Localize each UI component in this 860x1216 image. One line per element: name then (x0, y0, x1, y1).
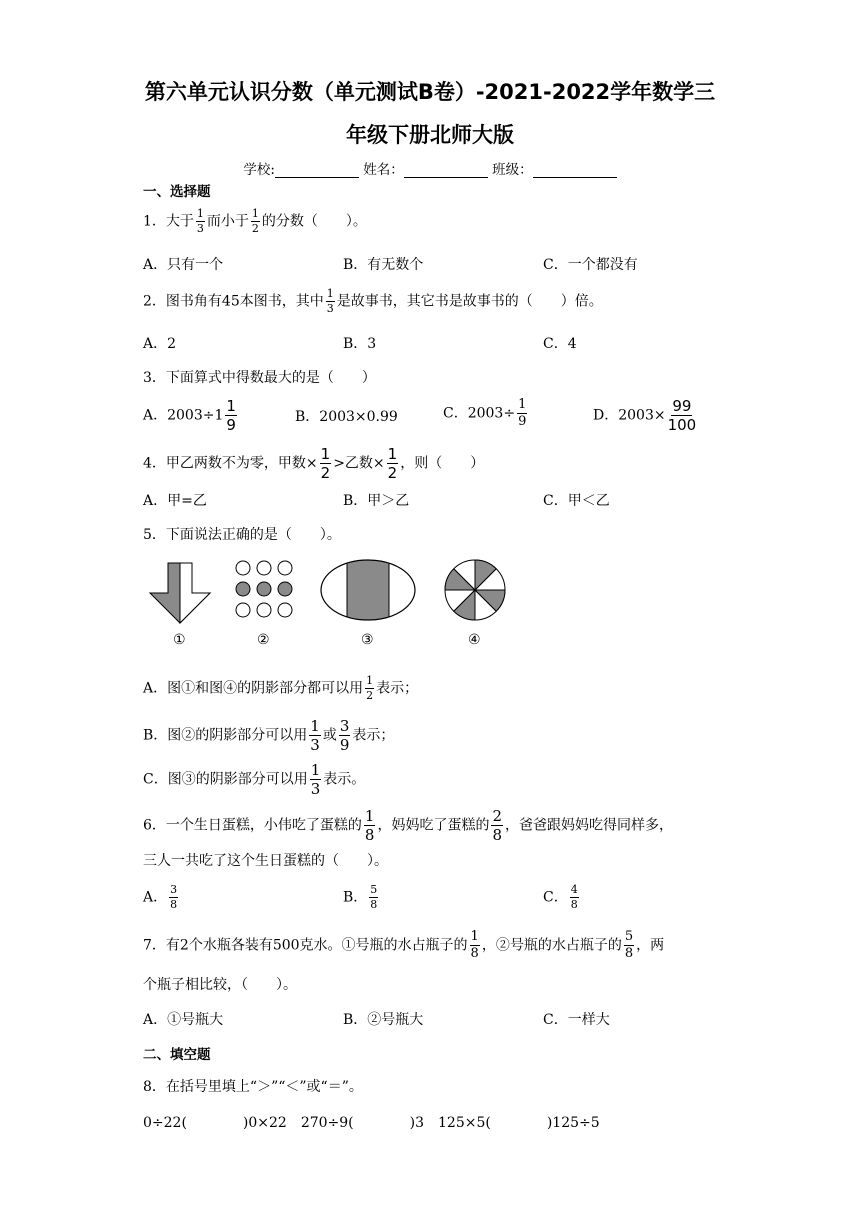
option-c[interactable]: C．一个都没有 (543, 257, 638, 273)
fraction: $\frac{1}{3}$ (310, 761, 321, 798)
figure-label-1: ① (173, 632, 186, 648)
figure-label-2: ② (257, 632, 270, 648)
fraction: $\frac{1}{2}$ (366, 674, 374, 702)
section-fill: 二、填空题 (143, 1047, 211, 1063)
question-7: 7．有2个水瓶各装有500克水。①号瓶的水占瓶子的 $\frac{1}{8}$ ，②号瓶的水占瓶子的 $\frac{5}{8}$ ，两 (143, 929, 665, 961)
option-a[interactable]: A． $\frac{3}{8}$ (143, 883, 178, 911)
class-label: 班级： (492, 162, 533, 178)
question-6: 6．一个生日蛋糕，小伟吃了蛋糕的 $\frac{1}{8}$ ，妈妈吃了蛋糕的 $\frac{2}{8}$ ，爸爸跟妈妈吃得同样多， (143, 807, 674, 844)
question-4: 4．甲乙两数不为零，甲数× $\frac{1}{2}$ >乙数× $\frac{1}{2}$ ，则（ ） (143, 445, 485, 482)
name-field[interactable] (404, 163, 488, 178)
option-a[interactable]: A．2 (143, 336, 177, 352)
question-7-line2: 个瓶子相比较，（ ）。 (143, 977, 297, 993)
option-d[interactable]: D．2003× $\frac{99}{100}$ (593, 397, 697, 434)
option-c[interactable]: C．4 (543, 336, 577, 352)
option-b[interactable]: B．2003×0.99 (295, 409, 398, 425)
fraction: $\frac{1}{3}$ (326, 287, 334, 315)
page-title-line2: 年级下册北师大版 (346, 123, 514, 147)
option-b[interactable]: B． $\frac{5}{8}$ (343, 883, 378, 911)
fraction: $\frac{1}{8}$ (364, 807, 375, 844)
fraction: $\frac{1}{9}$ (518, 397, 527, 429)
section-choice: 一、选择题 (143, 184, 211, 200)
option-c[interactable]: C．2003÷ $\frac{1}{9}$ (443, 397, 527, 429)
fraction: $\frac{4}{8}$ (570, 883, 578, 911)
option-b[interactable]: B．有无数个 (343, 257, 424, 273)
fraction: $\frac{1}{8}$ (470, 929, 479, 961)
question-1: 1．大于 $\frac{1}{3}$ 而小于 $\frac{1}{2}$ 的分数（ ）。 (143, 207, 367, 235)
option-a[interactable]: A．只有一个 (143, 257, 224, 273)
figure-label-4: ④ (468, 632, 481, 648)
fraction: $\frac{1}{3}$ (196, 207, 204, 235)
question-8: 8．在括号里填上“＞”“＜”或“＝”。 (143, 1079, 363, 1095)
question-5-figures (140, 555, 520, 655)
question-5: 5．下面说法正确的是（ ）。 (143, 527, 341, 543)
school-field[interactable] (275, 163, 359, 178)
question-6-line2: 三人一共吃了这个生日蛋糕的（ ）。 (143, 853, 388, 869)
option-a[interactable]: A．甲=乙 (143, 493, 207, 509)
question-2: 2．图书角有45本图书，其中 $\frac{1}{3}$ 是故事书，其它书是故事书的（ ）倍。 (143, 287, 603, 315)
fraction: $\frac{3}{8}$ (170, 883, 178, 911)
question-8-blanks[interactable]: 0÷22( )0×22 270÷9( )3 125×5( )125÷5 (143, 1115, 600, 1131)
option-a[interactable]: A．图①和图④的阴影部分都可以用 $\frac{1}{2}$ 表示； (143, 674, 419, 702)
option-c[interactable]: C．一样大 (543, 1012, 610, 1028)
name-label: 姓名： (363, 162, 404, 178)
option-c[interactable]: C．甲＜乙 (543, 493, 610, 509)
fraction: $\frac{5}{8}$ (624, 929, 634, 961)
fraction: $\frac{1}{2}$ (251, 207, 259, 235)
fraction: $\frac{1}{9}$ (226, 397, 236, 434)
fraction: $\frac{3}{9}$ (339, 717, 350, 754)
question-3: 3．下面算式中得数最大的是（ ） (143, 370, 376, 386)
option-c[interactable]: C． $\frac{4}{8}$ (543, 883, 578, 911)
ellipse-figure (321, 555, 415, 625)
option-a[interactable]: A．①号瓶大 (143, 1012, 224, 1028)
fraction: $\frac{1}{2}$ (387, 445, 398, 482)
option-a[interactable]: A．2003÷1 $\frac{1}{9}$ (143, 397, 236, 434)
fraction: $\frac{1}{3}$ (310, 717, 320, 754)
pie-figure (445, 560, 505, 620)
option-b[interactable]: B．3 (343, 336, 377, 352)
option-b[interactable]: B．②号瓶大 (343, 1012, 424, 1028)
school-label: 学校: (243, 162, 275, 178)
option-b[interactable]: B．甲＞乙 (343, 493, 410, 509)
class-field[interactable] (533, 163, 617, 178)
page-title-line1: 第六单元认识分数（单元测试B卷）-2021-2022学年数学三 (144, 80, 716, 104)
fraction: $\frac{5}{8}$ (370, 883, 378, 911)
arrow-figure (150, 563, 210, 623)
dots-figure (236, 561, 292, 617)
option-c[interactable]: C．图③的阴影部分可以用 $\frac{1}{3}$ 表示。 (143, 761, 366, 798)
option-b[interactable]: B．图②的阴影部分可以用 $\frac{1}{3}$ 或 $\frac{3}{9}$ 表示； (143, 717, 395, 754)
fraction: $\frac{99}{100}$ (667, 397, 697, 434)
student-info (0, 158, 860, 178)
fraction: $\frac{2}{8}$ (492, 807, 503, 844)
figure-label-3: ③ (361, 632, 374, 648)
fraction: $\frac{1}{2}$ (320, 445, 331, 482)
